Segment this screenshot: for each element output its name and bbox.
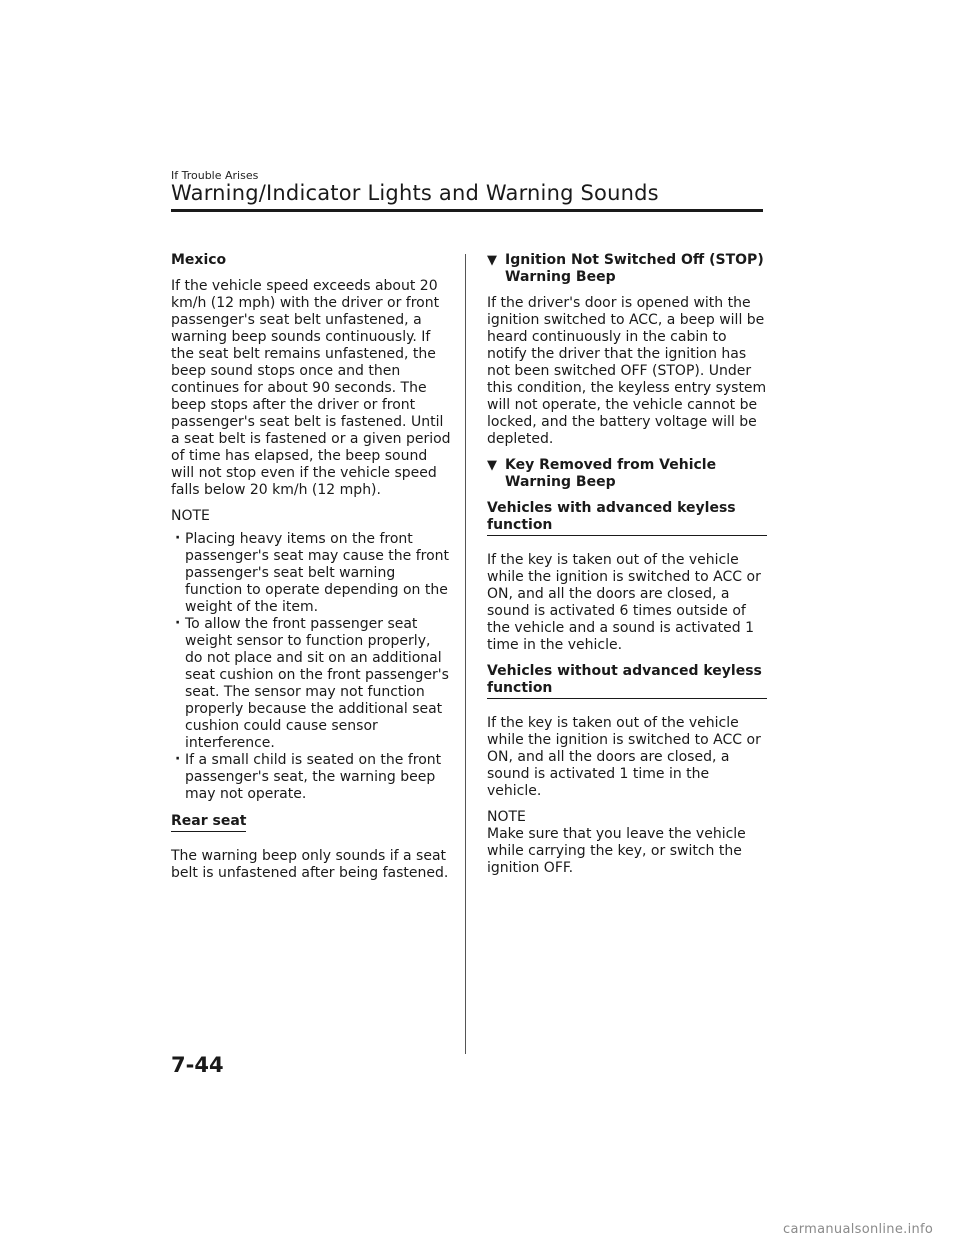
mexico-heading: Mexico [171,252,227,268]
column-divider [465,254,466,1054]
ignition-heading [487,252,767,286]
note-label: NOTE [171,508,210,524]
chapter-title: Warning/Indicator Lights and Warning Sounds [171,181,659,205]
note-list [171,531,451,803]
watermark: carmanualsonline.info [783,1222,934,1237]
without-keyless-heading: Vehicles without advanced keyless function [487,663,767,699]
rear-seat-paragraph: The warning beep only sounds if a seat belt is unfastened after being fastened. [171,848,449,881]
page-number: 7-44 [171,1053,224,1077]
without-keyless-paragraph: If the key is taken out of the vehicle while the ignition is switched to ACC or ON, and all the doors are closed, a sound is activated 1 time in the vehicle. [487,715,761,799]
mexico-paragraph: If the vehicle speed exceeds about 20 km/h (12 mph) with the driver or front passenger's seat belt unfastened, a warning beep sounds continuously. If the seat belt remains unfastened, the beep sound stops once and then continues for about 90 seconds. The beep stops after the driver or front passenger's seat belt is fastened. Until a seat belt is fastened or a given period of time has elapsed, the beep sound will not stop even if the vehicle speed falls below 20 km/h (12 mph). [171,278,451,498]
title-rule [171,209,763,212]
left-column [171,252,451,891]
key-removed-heading-text: Key Removed from Vehicle Warning Beep [505,457,717,490]
rear-seat-heading: Rear seat [171,813,246,832]
triangle-down-icon: ▼ [487,458,497,473]
with-keyless-paragraph: If the key is taken out of the vehicle while the ignition is switched to ACC or ON, and all the doors are closed, a sound is activated 6 times outside of the vehicle and a sound is activated 1 time in the vehicle. [487,552,761,653]
ignition-paragraph: If the driver's door is opened with the ignition switched to ACC, a beep will be heard continuously in the cabin to notify the driver that the ignition has not been switched OFF (STOP). Under this condition, the keyless entry system will not operate, the vehicle cannot be locked, and the battery voltage will be depleted. [487,295,767,447]
note-item: · To allow the front passenger seat weight sensor to function properly, do not place and sit on an additional seat cushion on the front passenger's seat. The sensor may not function properly because the additional seat cushion could cause sensor interference. [171,616,451,752]
section-label: If Trouble Arises [171,169,259,182]
note-item: · Placing heavy items on the front passenger's seat may cause the front passenger's seat belt warning function to operate depending on the weight of the item. [171,531,451,616]
note-text: Make sure that you leave the vehicle while carrying the key, or switch the ignition OFF. [487,826,746,876]
right-column [487,252,767,886]
note-item: · If a small child is seated on the front passenger's seat, the warning beep may not operate. [171,752,451,803]
triangle-down-icon: ▼ [487,253,497,268]
key-removed-heading [487,457,767,491]
with-keyless-heading: Vehicles with advanced keyless function [487,500,767,536]
note-label: NOTE [487,809,526,825]
ignition-heading-text: Ignition Not Switched Off (STOP) Warning Beep [505,252,764,285]
